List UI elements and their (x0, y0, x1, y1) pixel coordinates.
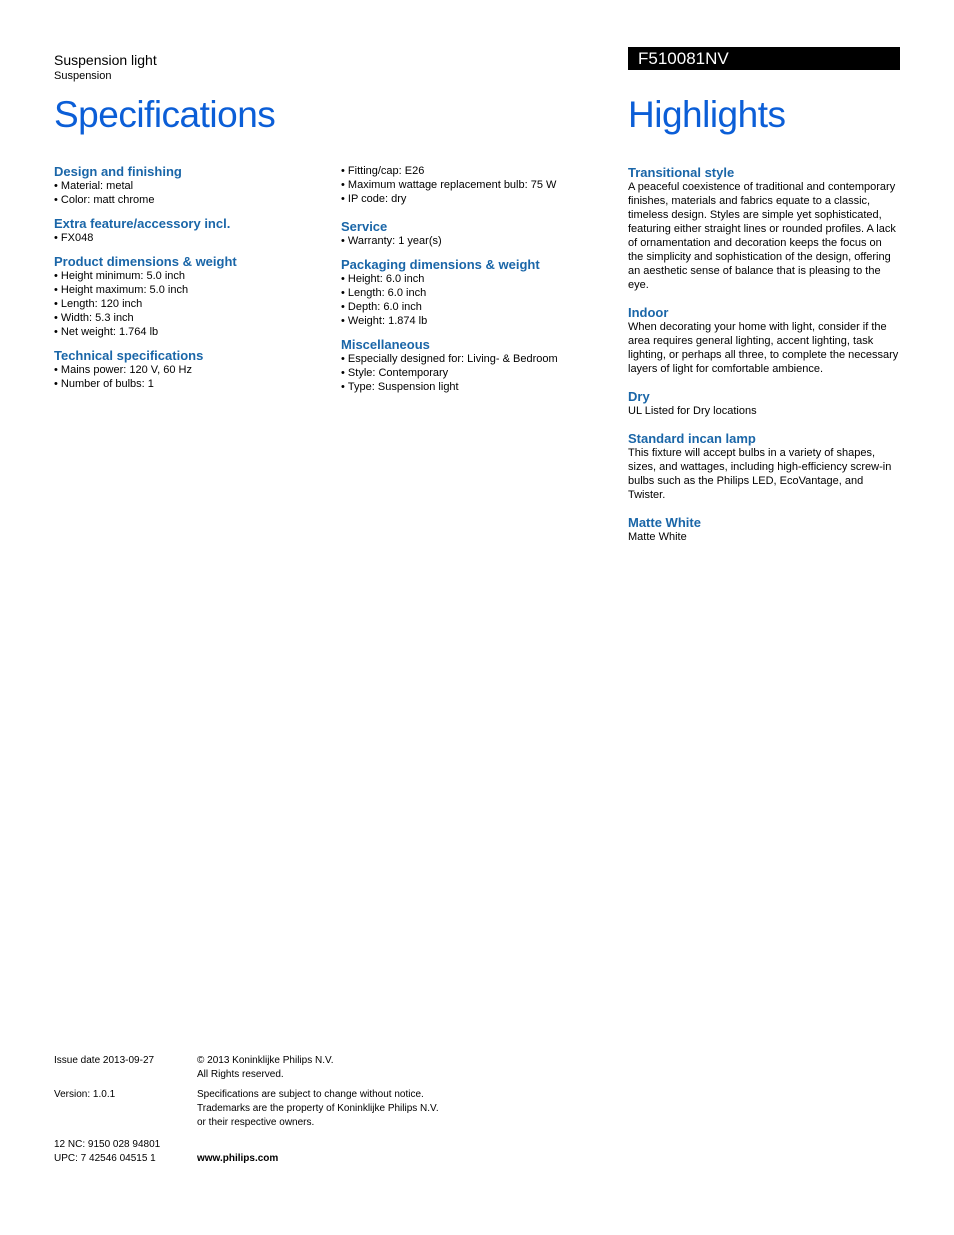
spec-section-design (54, 164, 324, 207)
highlight-transitional-style (628, 165, 900, 292)
spec-item: • Length: 120 inch (54, 297, 324, 311)
spec-item: • Height minimum: 5.0 inch (54, 269, 324, 283)
highlight-title: Indoor (628, 305, 669, 320)
highlight-text: This fixture will accept bulbs in a variety of shapes, sizes, and wattages, including high-efficiency screw-in bulbs such as the Philips LED, EcoVantage, and Twister. (628, 447, 892, 501)
spec-item: • Fitting/cap: E26 (341, 164, 601, 178)
spec-item: • Width: 5.3 inch (54, 311, 324, 325)
specs-column-1 (54, 164, 324, 400)
spec-section-packaging (341, 257, 601, 328)
spec-section-title: Design and finishing (54, 164, 182, 179)
spec-item: • Material: metal (54, 179, 324, 193)
footer-copyright: © 2013 Koninklijke Philips N.V. (197, 1055, 334, 1066)
spec-section-service (341, 219, 601, 248)
spec-item: • Net weight: 1.764 lb (54, 325, 324, 339)
footer-rights: All Rights reserved. (197, 1069, 284, 1080)
spec-section-product-dimensions (54, 254, 324, 339)
spec-section-technical (54, 348, 324, 391)
spec-section-title: Extra feature/accessory incl. (54, 216, 231, 231)
footer-upc: UPC: 7 42546 04515 1 (54, 1153, 156, 1164)
spec-section-title: Product dimensions & weight (54, 254, 237, 269)
highlight-standard-incan-lamp (628, 431, 900, 502)
spec-item: • Height: 6.0 inch (341, 272, 601, 286)
spec-section-title: Packaging dimensions & weight (341, 257, 540, 272)
highlight-text: When decorating your home with light, consider if the area requires general lighting, accent lighting, task lighting, or perhaps all three, to complete the necessary layers of light for comfortable ambience. (628, 321, 899, 375)
spec-item: • IP code: dry (341, 192, 601, 206)
footer-website-link[interactable]: www.philips.com (197, 1153, 279, 1164)
spec-section-technical-continued (341, 164, 601, 206)
footer-notice-2: Trademarks are the property of Koninklijke Philips N.V. (197, 1103, 439, 1114)
highlight-text: Matte White (628, 531, 687, 543)
spec-section-title: Service (341, 219, 388, 234)
spec-section-accessory (54, 216, 324, 245)
spec-section-title: Technical specifications (54, 348, 204, 363)
footer-notice-1: Specifications are subject to change without notice. (197, 1089, 424, 1100)
highlight-text: A peaceful coexistence of traditional and contemporary finishes, materials and fabrics equate to a classic, timeless design. Styles are simple yet sophisticated, featuring either straight lines or rounded profiles. A lack of ornamentation and decoration keeps the focus on the simplicity and sophistication of the design, offering an aesthetic sense of balance that is pleasing to the eye. (628, 181, 896, 291)
highlight-title: Dry (628, 389, 650, 404)
spec-item: • Height maximum: 5.0 inch (54, 283, 324, 297)
footer-notice-3: or their respective owners. (197, 1117, 315, 1128)
footer-12nc: 12 NC: 9150 028 94801 (54, 1139, 161, 1150)
product-type: Suspension light (54, 52, 157, 68)
spec-item: • Length: 6.0 inch (341, 286, 601, 300)
specifications-heading: Specifications (54, 94, 276, 135)
spec-section-title: Miscellaneous (341, 337, 430, 352)
highlights-heading: Highlights (628, 94, 786, 135)
specs-column-2 (341, 164, 601, 403)
spec-item: • Warranty: 1 year(s) (341, 234, 601, 248)
highlight-title: Standard incan lamp (628, 431, 756, 446)
spec-item: • FX048 (54, 231, 324, 245)
highlights-column (628, 165, 900, 557)
model-number-bar: F510081NV (628, 47, 900, 70)
product-subtype: Suspension (54, 70, 112, 82)
highlight-matte-white (628, 515, 900, 544)
spec-item: • Mains power: 120 V, 60 Hz (54, 363, 324, 377)
spec-item: • Maximum wattage replacement bulb: 75 W (341, 178, 601, 192)
spec-item: • Especially designed for: Living- & Bedroom (341, 352, 601, 366)
highlight-title: Transitional style (628, 165, 735, 180)
highlight-text: UL Listed for Dry locations (628, 405, 757, 417)
spec-item: • Weight: 1.874 lb (341, 314, 601, 328)
spec-item: • Style: Contemporary (341, 366, 601, 380)
spec-item: • Number of bulbs: 1 (54, 377, 324, 391)
spec-item: • Type: Suspension light (341, 380, 601, 394)
highlight-title: Matte White (628, 515, 701, 530)
footer-version: Version: 1.0.1 (54, 1089, 116, 1100)
spec-item: • Color: matt chrome (54, 193, 324, 207)
spec-item: • Depth: 6.0 inch (341, 300, 601, 314)
highlight-indoor (628, 305, 900, 376)
spec-section-miscellaneous (341, 337, 601, 394)
highlight-dry (628, 389, 900, 418)
footer-issue-date: Issue date 2013-09-27 (54, 1055, 155, 1066)
